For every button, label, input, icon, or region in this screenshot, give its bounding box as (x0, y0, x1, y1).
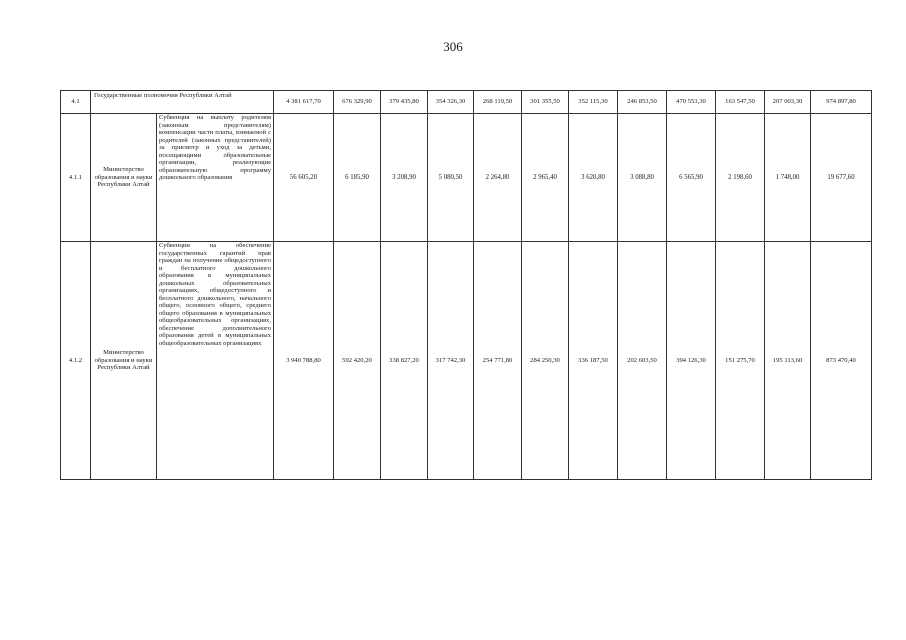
value-cell: 246 853,50 (618, 91, 667, 114)
row-number: 4.1.1 (61, 114, 91, 242)
value-cell: 873 470,40 (811, 242, 872, 480)
value-cell: 470 553,30 (667, 91, 716, 114)
value-cell: 202 603,50 (618, 242, 667, 480)
value-cell: 3 620,80 (569, 114, 618, 242)
value-cell: 3 208,90 (381, 114, 428, 242)
value-cell: 56 605,20 (274, 114, 334, 242)
value-cell: 3 088,80 (618, 114, 667, 242)
row-number: 4.1 (61, 91, 91, 114)
table-row (61, 91, 872, 114)
budget-table (60, 90, 872, 480)
value-cell: 268 119,50 (474, 91, 522, 114)
value-cell: 676 329,90 (334, 91, 381, 114)
value-cell: 354 326,30 (428, 91, 474, 114)
value-cell: 254 771,80 (474, 242, 522, 480)
value-cell: 974 897,80 (811, 91, 872, 114)
row-description: Субвенция на выплату родителям (законным представителям) компенсации части платы, взимаемой с родителей (законных представителей) за присмотр и уход за детьми, посещающими образовательные организации, реализующие образовательную программу дошкольного образования (157, 114, 274, 242)
row-title: Государственные полномочия Республики Алтай (91, 91, 274, 114)
table-row (61, 114, 872, 242)
value-cell: 163 547,50 (716, 91, 765, 114)
value-cell: 336 187,50 (569, 242, 618, 480)
value-cell: 379 435,80 (381, 91, 428, 114)
value-cell: 5 080,50 (428, 114, 474, 242)
value-cell: 317 742,30 (428, 242, 474, 480)
row-number: 4.1.2 (61, 242, 91, 480)
value-cell: 6 565,90 (667, 114, 716, 242)
value-cell: 207 003,30 (765, 91, 811, 114)
value-cell: 2 264,80 (474, 114, 522, 242)
value-cell: 301 355,50 (522, 91, 569, 114)
responsible-body: Министерство образования и науки Республики Алтай (91, 242, 157, 480)
value-cell: 2 965,40 (522, 114, 569, 242)
responsible-body: Министерство образования и науки Республики Алтай (91, 114, 157, 242)
value-cell: 1 748,00 (765, 114, 811, 242)
value-cell: 151 275,70 (716, 242, 765, 480)
value-cell: 3 940 788,80 (274, 242, 334, 480)
value-cell: 284 250,30 (522, 242, 569, 480)
value-cell: 195 113,60 (765, 242, 811, 480)
value-cell: 338 827,20 (381, 242, 428, 480)
value-cell: 19 677,60 (811, 114, 872, 242)
page-number: 306 (443, 39, 463, 54)
row-description: Субвенции на обеспечение государственных гарантий прав граждан на получение общедоступного и бесплатного дошкольного образования в муниципальных дошкольных образовательных организациях, общедоступного и бесплатного дошкольного, начального общего, основного общего, среднего общего образования в муниципальных общеобразовательных организациях, обеспечение дополнительного образования детей в муниципальных общеобразовательных организациях (157, 242, 274, 480)
value-cell: 352 115,30 (569, 91, 618, 114)
value-cell: 4 381 617,70 (274, 91, 334, 114)
table-row (61, 242, 872, 480)
value-cell: 592 420,20 (334, 242, 381, 480)
value-cell: 2 198,60 (716, 114, 765, 242)
value-cell: 394 126,30 (667, 242, 716, 480)
value-cell: 6 185,90 (334, 114, 381, 242)
